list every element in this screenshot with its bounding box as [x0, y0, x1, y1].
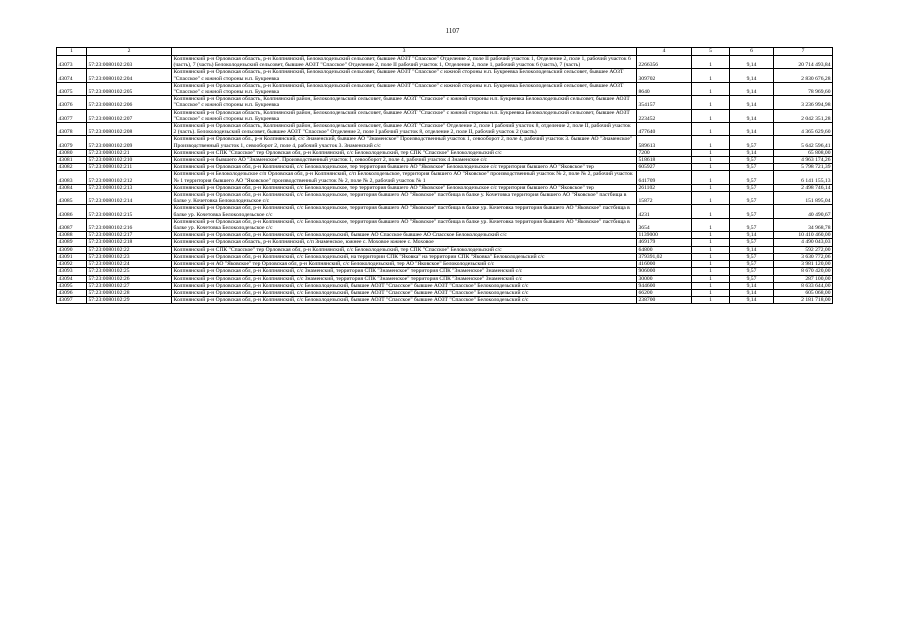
- address-cell: Колпнянский р-н Орловская область, Колпнянский район, Белоколодезьский сельсовет, бывшее АОЗТ "Спасское" с южной стороны н.п. Букреевка Белоколодезьский сельсовет, бывшее АОЗТ "Спасское" с южной стороны н.п. Букреевка: [172, 109, 637, 122]
- area-cell: 2266356: [637, 56, 692, 69]
- category-cell: 1: [692, 289, 730, 296]
- cadastral-number-cell: 57:23:0080102:209: [87, 136, 172, 149]
- cadastral-number-cell: 57:23:0080102:21: [87, 149, 172, 156]
- table-row: [57, 218, 833, 231]
- category-cell: 1: [692, 56, 730, 69]
- header-cell: 3: [172, 48, 637, 56]
- cadastral-value-cell: 78 969,60: [774, 82, 833, 95]
- table-row: [57, 123, 833, 136]
- row-number-cell: 43089: [57, 239, 87, 246]
- rate-cell: 9,14: [730, 96, 774, 109]
- address-cell: Колпнянский р-н Орловская обл, р-н Колпнянский, с/с Белоколодезьский, бывшее АОЗТ "Спасское" бывшее АОЗТ "Спасское" Белоколодезьский с/с: [172, 289, 637, 296]
- rate-cell: 9,57: [730, 136, 774, 149]
- cadastral-value-cell: 20 714 493,84: [774, 56, 833, 69]
- rate-cell: 9,57: [730, 164, 774, 171]
- cadastral-number-cell: 57:23:0080102:210: [87, 157, 172, 164]
- address-cell: Колпнянский р-н Орловская обл, р-н Колпнянский, с/с Белоколодезьское, территория бывшего АО "Яковское" пастбища в балке ур. Кочетовка территория бывшего АО "Яковское" пастбища в балке ур. Кочетовка Белоколодезьское с/с: [172, 218, 637, 231]
- table-row: [57, 232, 833, 239]
- category-cell: 1: [692, 239, 730, 246]
- rate-cell: 9,14: [730, 123, 774, 136]
- category-cell: 1: [692, 268, 730, 275]
- area-cell: 469179: [637, 239, 692, 246]
- category-cell: 1: [692, 205, 730, 218]
- row-number-cell: 43088: [57, 232, 87, 239]
- row-number-cell: 43087: [57, 218, 87, 231]
- table-row: [57, 289, 833, 296]
- area-cell: 238700: [637, 297, 692, 304]
- row-number-cell: 43083: [57, 171, 87, 184]
- cadastral-value-cell: 40 490,67: [774, 205, 833, 218]
- category-cell: 1: [692, 253, 730, 260]
- table-row: [57, 136, 833, 149]
- area-cell: 3654: [637, 218, 692, 231]
- table-row: [57, 96, 833, 109]
- cadastral-value-cell: 4 365 629,60: [774, 123, 833, 136]
- row-number-cell: 43091: [57, 253, 87, 260]
- cadastral-number-cell: 57:23:0080102:211: [87, 164, 172, 171]
- cadastral-value-cell: 592 272,00: [774, 246, 833, 253]
- area-cell: 354157: [637, 96, 692, 109]
- address-cell: Колпнянский р-н Орловская обл, р-н Колпнянский, с/с Белоколодезьское, территория бывшего АО "Яковское" пастбища в балке ур. Кочетовка территория бывшего АО "Яковское" пастбища в балке ур. Кочетовка Белоколодезьское с/с: [172, 205, 637, 218]
- cadastral-value-cell: 151 895,04: [774, 192, 833, 205]
- rate-cell: 9,14: [730, 297, 774, 304]
- cadastral-number-cell: 57:23:0080102:208: [87, 123, 172, 136]
- row-number-cell: 43097: [57, 297, 87, 304]
- category-cell: 1: [692, 282, 730, 289]
- area-cell: 416000: [637, 261, 692, 268]
- table-row: [57, 192, 833, 205]
- row-number-cell: 43094: [57, 275, 87, 282]
- table-row: [57, 246, 833, 253]
- row-number-cell: 43081: [57, 157, 87, 164]
- area-cell: 309702: [637, 69, 692, 82]
- category-cell: 1: [692, 275, 730, 282]
- category-cell: 1: [692, 171, 730, 184]
- table-row: [57, 82, 833, 95]
- table-row: [57, 164, 833, 171]
- cadastral-value-cell: 8 670 420,00: [774, 268, 833, 275]
- category-cell: 1: [692, 82, 730, 95]
- rate-cell: 9,57: [730, 261, 774, 268]
- rate-cell: 9,57: [730, 253, 774, 260]
- row-number-cell: 43090: [57, 246, 87, 253]
- cadastral-number-cell: 57:23:0080102:214: [87, 192, 172, 205]
- area-cell: 8640: [637, 82, 692, 95]
- cadastral-number-cell: 57:23:0080102:217: [87, 232, 172, 239]
- table-row: [57, 261, 833, 268]
- rate-cell: 9,57: [730, 218, 774, 231]
- rate-cell: 9,57: [730, 171, 774, 184]
- table-row: [57, 149, 833, 156]
- area-cell: 7200: [637, 149, 692, 156]
- header-cell: 1: [57, 48, 87, 56]
- cadastral-number-cell: 57:23:0080102:207: [87, 109, 172, 122]
- table-row: [57, 171, 833, 184]
- category-cell: 1: [692, 297, 730, 304]
- rate-cell: 9,57: [730, 268, 774, 275]
- cadastral-value-cell: 287 100,00: [774, 275, 833, 282]
- address-cell: Колпнянский р-н Белоколодезьское с/п Орловская обл, р-н Колпнянский, с/п Белоколодезьское, территория бывшего АО "Яковское" производственный участок № 2, поле № 2, рабочий участок № 1 территория бывшего АО "Яковское" производственный участок № 2, поле № 2, рабочий участок № 1: [172, 171, 637, 184]
- cadastral-value-cell: 65 808,00: [774, 149, 833, 156]
- address-cell: Колпнянский р-н Орловская область, Колпнянский район, Белоколодезьский сельсовет, бывшее АОЗТ "Спасское" с южной стороны н.п. Букреевка Белоколодезьский сельсовет, бывшее АОЗТ "Спасское" с южной стороны н.п. Букреевка: [172, 96, 637, 109]
- table-row: [57, 69, 833, 82]
- rate-cell: 9,14: [730, 109, 774, 122]
- cadastral-number-cell: 57:23:0080102:23: [87, 253, 172, 260]
- page-number: 1107: [445, 27, 460, 35]
- rate-cell: 9,57: [730, 184, 774, 191]
- category-cell: 1: [692, 261, 730, 268]
- category-cell: 1: [692, 157, 730, 164]
- category-cell: 1: [692, 246, 730, 253]
- rate-cell: 9,14: [730, 282, 774, 289]
- area-cell: 477640: [637, 123, 692, 136]
- header-cell: 2: [87, 48, 172, 56]
- cadastral-value-cell: 4 490 043,03: [774, 239, 833, 246]
- address-cell: Колпнянский р-н Орловская обл, р-н Колпнянский, с/с Знаменский, территория СПК "Знаменское" территория СПК "Знаменское" Знаменский с/с: [172, 268, 637, 275]
- category-cell: 1: [692, 149, 730, 156]
- address-cell: Колпнянский р-н Орловская область, р-н Колпнянский, Белоколодезьский сельсовет, бывшее АОЗТ "Спасское" Отделение 2, поле II рабочий участок 1, Отделение 2, поле 1, рабочий участок 6 (часть), 7 (часть) Белоколодезьский сельсовет, бывшее АОЗТ "Спасское" Отделение 2, поле II рабочий участок 1, Отделение 2, поле 1, рабочий участок 6 (часть), 7 (часть): [172, 56, 637, 69]
- cadastral-value-cell: 3 981 120,00: [774, 261, 833, 268]
- address-cell: Колпнянский р-н Орловская область, р-н Колпнянский, с/п Знаменское, южнее с. Моховое южнее с. Моховое: [172, 239, 637, 246]
- area-cell: 518618: [637, 157, 692, 164]
- table-row: [57, 157, 833, 164]
- area-cell: 15872: [637, 192, 692, 205]
- rate-cell: 9,14: [730, 56, 774, 69]
- cadastral-value-cell: 5 642 596,41: [774, 136, 833, 149]
- table-row: [57, 109, 833, 122]
- category-cell: 1: [692, 232, 730, 239]
- cadastral-value-cell: 2 830 676,28: [774, 69, 833, 82]
- address-cell: Колпнянский р-н Орловская область, р-н Колпнянский, Белоколодезьский сельсовет, бывшее АОЗТ "Спасское" с южной стороны н.п. Букреевка Белоколодезьский сельсовет, бывшее АОЗТ "Спасское" с южной стороны н.п. Букреевка: [172, 69, 637, 82]
- category-cell: 1: [692, 164, 730, 171]
- category-cell: 1: [692, 96, 730, 109]
- table-row: [57, 282, 833, 289]
- cadastral-value-cell: 2 181 718,00: [774, 297, 833, 304]
- rate-cell: 9,14: [730, 82, 774, 95]
- table-row: [57, 205, 833, 218]
- address-cell: Колпнянский р-н Орловская обл, р-н Колпнянский, с/с Белоколодезьский, бывшее АОЗТ "Спасское" бывшее АОЗТ "Спасское" Белоколодезьский с/с: [172, 297, 637, 304]
- rate-cell: 9,14: [730, 246, 774, 253]
- cadastral-number-cell: 57:23:0080102:212: [87, 171, 172, 184]
- category-cell: 1: [692, 136, 730, 149]
- category-cell: 1: [692, 69, 730, 82]
- row-number-cell: 43078: [57, 123, 87, 136]
- rate-cell: 9,57: [730, 192, 774, 205]
- row-number-cell: 43096: [57, 289, 87, 296]
- row-number-cell: 43093: [57, 268, 87, 275]
- row-number-cell: 43080: [57, 149, 87, 156]
- address-cell: Колпнянский р-н Орловская обл, р-н Колпнянский, с/с Белоколодезьское, тер территория бывшего АО "Яковское" Белоколодезьское с/с территория бывшего АО "Яковское" тер: [172, 184, 637, 191]
- register-table: [56, 47, 833, 304]
- area-cell: 1139000: [637, 232, 692, 239]
- address-cell: Колпнянский р-н Орловская обл, р-н Колпнянский, с/с Белоколодезьский, бывшее АОЗТ "Спасское" бывшее АОЗТ "Спасское" Белоколодезьский с/с: [172, 282, 637, 289]
- category-cell: 1: [692, 192, 730, 205]
- area-cell: 641709: [637, 171, 692, 184]
- cadastral-value-cell: 2 042 351,28: [774, 109, 833, 122]
- rate-cell: 9,14: [730, 69, 774, 82]
- cadastral-number-cell: 57:23:0080102:24: [87, 261, 172, 268]
- row-number-cell: 43077: [57, 109, 87, 122]
- address-cell: Колпнянский р-н АО "Яковское" тер Орловская обл, р-н Колпнянский, с/с Белоколодезьский, тер АО "Яковское" Белоколодезьский с/с: [172, 261, 637, 268]
- cadastral-value-cell: 5 798 721,39: [774, 164, 833, 171]
- rate-cell: 9,14: [730, 149, 774, 156]
- table-row: [57, 184, 833, 191]
- area-cell: 30000: [637, 275, 692, 282]
- row-number-cell: 43085: [57, 192, 87, 205]
- address-cell: Колпнянский р-н Орловская область, Колпнянский район, Белоколодезьский сельсовет, бывшее АОЗТ "Спасское" Отделение 2, поле I рабочий участок 8, отделение 2, поле II, рабочий участок 2 (часть). Белоколодезьский сельсовет, бывшее АОЗТ "Спасское" Отделение 2, поле I рабочий участок 8, отделение 2, поле II, рабочий участок 2 (часть): [172, 123, 637, 136]
- address-cell: Колпнянский р-н Орловская обл., р-н Колпнянский, с/с Знаменский, бывшее АО "Знаменское" Производственный участок 1, севооборот 2, поле 4, рабочий участок 3. бывшее АО "Знаменское" Производственный участок 1, севооборот 2, поле 4, рабочий участок 3. Знаменский с/с: [172, 136, 637, 149]
- table-row: [57, 268, 833, 275]
- cadastral-number-cell: 57:23:0080102:27: [87, 282, 172, 289]
- row-number-cell: 43082: [57, 164, 87, 171]
- row-number-cell: 43095: [57, 282, 87, 289]
- cadastral-number-cell: 57:23:0080102:28: [87, 289, 172, 296]
- area-cell: 4231: [637, 205, 692, 218]
- row-number-cell: 43076: [57, 96, 87, 109]
- address-cell: Колпнянский р-н СПК "Спасское" тер Орловская обл, р-н Колпнянский, с/с Белоколодезьский, тер СПК "Спасское" Белоколодезьский с/с: [172, 246, 637, 253]
- cadastral-number-cell: 57:23:0080102:205: [87, 82, 172, 95]
- rate-cell: 9,57: [730, 239, 774, 246]
- address-cell: Колпнянский р-н Орловская обл, р-н Колпнянский, с/с Белоколодезьский, на территории СПК "Яковка" на территории СПК "Яковка" Белоколодезьский с/с: [172, 253, 637, 260]
- rate-cell: 9,14: [730, 289, 774, 296]
- area-cell: 944600: [637, 282, 692, 289]
- area-cell: 589613: [637, 136, 692, 149]
- header-cell: 7: [774, 48, 833, 56]
- category-cell: 1: [692, 123, 730, 136]
- row-number-cell: 43092: [57, 261, 87, 268]
- row-number-cell: 43084: [57, 184, 87, 191]
- area-cell: 223452: [637, 109, 692, 122]
- address-cell: Колпнянский р-н Орловская обл, р-н Колпнянский, с/с Белоколодезьское, территория бывшего АО "Яковское" пастбища в балке у. Кочетовка территория бывшего АО "Яковское" пастбища в балке у. Кочетовка Белоколодезьское с/с: [172, 192, 637, 205]
- row-number-cell: 43086: [57, 205, 87, 218]
- cadastral-number-cell: 57:23:0080102:22: [87, 246, 172, 253]
- area-cell: 906000: [637, 268, 692, 275]
- address-cell: Колпнянский р-н Орловская область, р-н Колпнянский, Белоколодезьский сельсовет, бывшее АОЗТ "Спасское" с южной стороны н.п. Букреевка Белоколодезьский сельсовет, бывшее АОЗТ "Спасское" с южной стороны н.п. Букреевка: [172, 82, 637, 95]
- table-row: [57, 297, 833, 304]
- cadastral-value-cell: 8 633 644,00: [774, 282, 833, 289]
- cadastral-number-cell: 57:23:0080102:206: [87, 96, 172, 109]
- cadastral-value-cell: 3 630 772,06: [774, 253, 833, 260]
- area-cell: 66200: [637, 289, 692, 296]
- table-row: [57, 56, 833, 69]
- cadastral-number-cell: 57:23:0080102:25: [87, 268, 172, 275]
- cadastral-number-cell: 57:23:0080102:26: [87, 275, 172, 282]
- cadastral-number-cell: 57:23:0080102:213: [87, 184, 172, 191]
- rate-cell: 9,57: [730, 275, 774, 282]
- rate-cell: 9,14: [730, 232, 774, 239]
- category-cell: 1: [692, 109, 730, 122]
- cadastral-value-cell: 6 141 155,13: [774, 171, 833, 184]
- category-cell: 1: [692, 218, 730, 231]
- area-cell: 605927: [637, 164, 692, 171]
- area-cell: 379391,02: [637, 253, 692, 260]
- row-number-cell: 43075: [57, 82, 87, 95]
- rate-cell: 9,57: [730, 157, 774, 164]
- cadastral-number-cell: 57:23:0080102:218: [87, 239, 172, 246]
- address-cell: Колпнянский р-н Орловская обл, р-н Колпнянский, с/с Белоколодезьское, тер территория бывшего АО "Яковское" Белоколодезьское с/с территория бывшего АО "Яковское" тер: [172, 164, 637, 171]
- table-row: [57, 275, 833, 282]
- row-number-cell: 43079: [57, 136, 87, 149]
- table-row: [57, 253, 833, 260]
- cadastral-number-cell: 57:23:0080102:215: [87, 205, 172, 218]
- address-cell: Колпнянский р-н бывшего АО "Знаменское". Производственный участок 1, севооборот 2, поле 4, рабочий участок 4 Знаменское с/с: [172, 157, 637, 164]
- area-cell: 64800: [637, 246, 692, 253]
- cadastral-number-cell: 57:23:0080102:29: [87, 297, 172, 304]
- cadastral-number-cell: 57:23:0080102:204: [87, 69, 172, 82]
- cadastral-value-cell: 3 236 994,98: [774, 96, 833, 109]
- cadastral-number-cell: 57:23:0080102:203: [87, 56, 172, 69]
- row-number-cell: 43073: [57, 56, 87, 69]
- header-cell: 6: [730, 48, 774, 56]
- row-number-cell: 43074: [57, 69, 87, 82]
- address-cell: Колпнянский р-н СПК "Спасское" тер Орловская обл, р-н Колпнянский, с/с Белоколодезьский, тер СПК "Спасское" Белоколодезьский с/с: [172, 149, 637, 156]
- rate-cell: 9,57: [730, 205, 774, 218]
- cadastral-value-cell: 4 963 174,26: [774, 157, 833, 164]
- cadastral-value-cell: 605 068,00: [774, 289, 833, 296]
- cadastral-value-cell: 10 410 460,00: [774, 232, 833, 239]
- header-row: [57, 48, 833, 56]
- cadastral-number-cell: 57:23:0080102:216: [87, 218, 172, 231]
- address-cell: Колпнянский р-н Орловская обл, р-н Колпнянский, с/с Белоколодезьский, бывшее АО Спасское бывшее АО Спасское Белоколодезьский с/с: [172, 232, 637, 239]
- header-cell: 5: [692, 48, 730, 56]
- header-cell: 4: [637, 48, 692, 56]
- address-cell: Колпнянский р-н Орловская обл, р-н Колпнянский, с/с Знаменский, территория СПК "Знаменское" территория СПК "Знаменское" Знаменский с/с: [172, 275, 637, 282]
- category-cell: 1: [692, 184, 730, 191]
- cadastral-value-cell: 2 498 746,14: [774, 184, 833, 191]
- cadastral-value-cell: 34 968,78: [774, 218, 833, 231]
- table-row: [57, 239, 833, 246]
- area-cell: 261102: [637, 184, 692, 191]
